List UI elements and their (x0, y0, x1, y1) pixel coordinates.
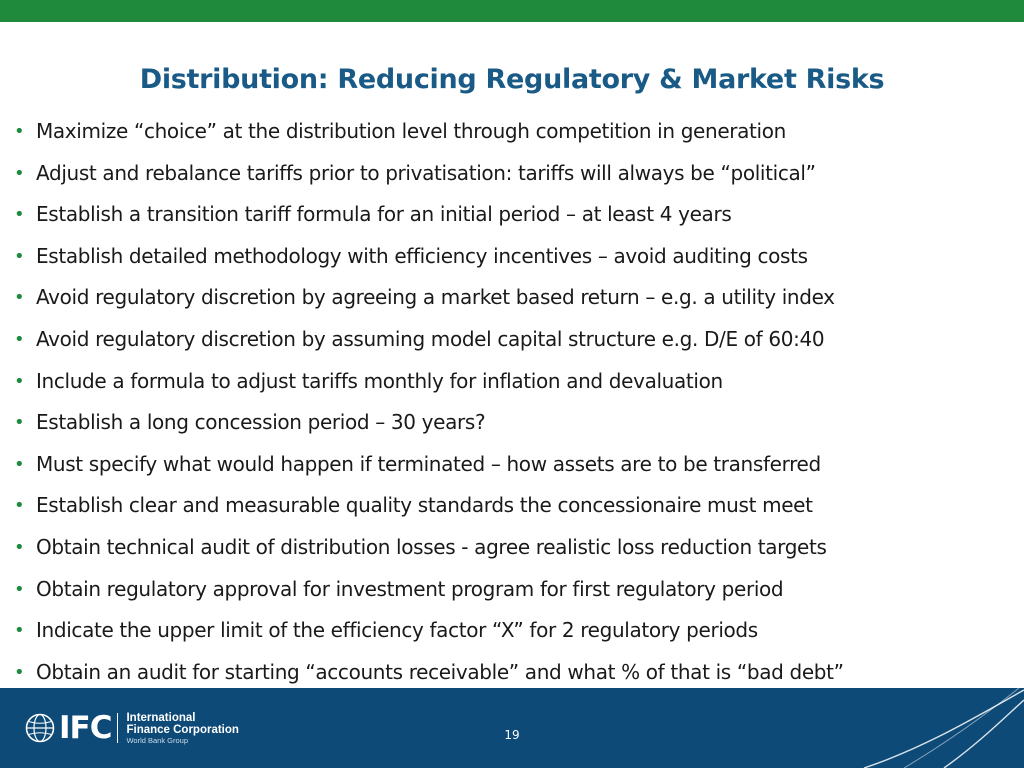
bullet-icon: • (14, 412, 25, 434)
list-item (14, 319, 1018, 361)
bullet-text: Avoid regulatory discretion by assuming model capital structure e.g. D/E of 60:40 (36, 326, 825, 351)
bullet-text: Include a formula to adjust tariffs monthly for inflation and devaluation (36, 368, 723, 393)
globe-icon (25, 713, 55, 743)
bullet-text: Establish a transition tariff formula for an initial period – at least 4 years (36, 202, 732, 227)
bullet-text: Must specify what would happen if terminated – how assets are to be transferred (36, 451, 821, 476)
list-item (14, 444, 1018, 486)
bullet-icon: • (14, 578, 25, 600)
list-item (14, 361, 1018, 403)
list-item (14, 485, 1018, 527)
list-item (14, 277, 1018, 319)
ifc-logo (25, 710, 239, 746)
logo-ifc-text: IFC (59, 710, 112, 746)
bullet-icon: • (14, 536, 25, 558)
bullet-text: Indicate the upper limit of the efficiency factor “X” for 2 regulatory periods (36, 618, 758, 643)
list-item (14, 153, 1018, 195)
slide-title: Distribution: Reducing Regulatory & Market Risks (139, 64, 885, 95)
top-accent-bar (0, 0, 1024, 22)
decorative-curves (804, 688, 1024, 768)
list-item (14, 527, 1018, 569)
bullet-text: Avoid regulatory discretion by agreeing a market based return – e.g. a utility index (36, 285, 835, 310)
bullet-icon: • (14, 453, 25, 475)
bullet-icon: • (14, 620, 25, 642)
logo-line-finance-corporation: Finance Corporation (126, 723, 239, 736)
bullet-text: Obtain technical audit of distribution losses - agree realistic loss reduction targets (36, 534, 827, 559)
bullet-list (14, 111, 1018, 693)
list-item (14, 236, 1018, 278)
bullet-text: Establish a long concession period – 30 years? (36, 410, 486, 435)
logo-wordmark (126, 712, 238, 745)
bullet-text: Maximize “choice” at the distribution level through competition in generation (36, 119, 786, 143)
bullet-text: Establish clear and measurable quality standards the concessionaire must meet (36, 493, 813, 518)
logo-line-international: International (126, 711, 196, 724)
logo-divider (117, 713, 118, 743)
logo-line-world-bank-group: World Bank Group (126, 735, 189, 745)
list-item (14, 610, 1018, 652)
list-item (14, 402, 1018, 444)
bullet-text: Obtain an audit for starting “accounts receivable” and what % of that is “bad debt” (36, 659, 844, 684)
list-item (14, 194, 1018, 236)
bullet-text: Obtain regulatory approval for investment program for first regulatory period (36, 576, 784, 601)
bullet-icon: • (14, 661, 25, 683)
footer-bar (0, 688, 1024, 768)
bullet-icon: • (14, 245, 25, 267)
bullet-icon: • (14, 162, 25, 184)
bullet-icon: • (14, 370, 25, 392)
list-item (14, 569, 1018, 611)
list-item (14, 111, 1018, 153)
bullet-text: Establish detailed methodology with efficiency incentives – avoid auditing costs (36, 243, 808, 268)
bullet-icon: • (14, 287, 25, 309)
bullet-icon: • (14, 328, 25, 350)
page-number: 19 (504, 728, 520, 742)
bullet-icon: • (14, 495, 25, 517)
bullet-icon: • (14, 204, 25, 226)
bullet-text: Adjust and rebalance tariffs prior to privatisation: tariffs will always be “political” (36, 160, 816, 185)
bullet-icon: • (14, 121, 25, 142)
